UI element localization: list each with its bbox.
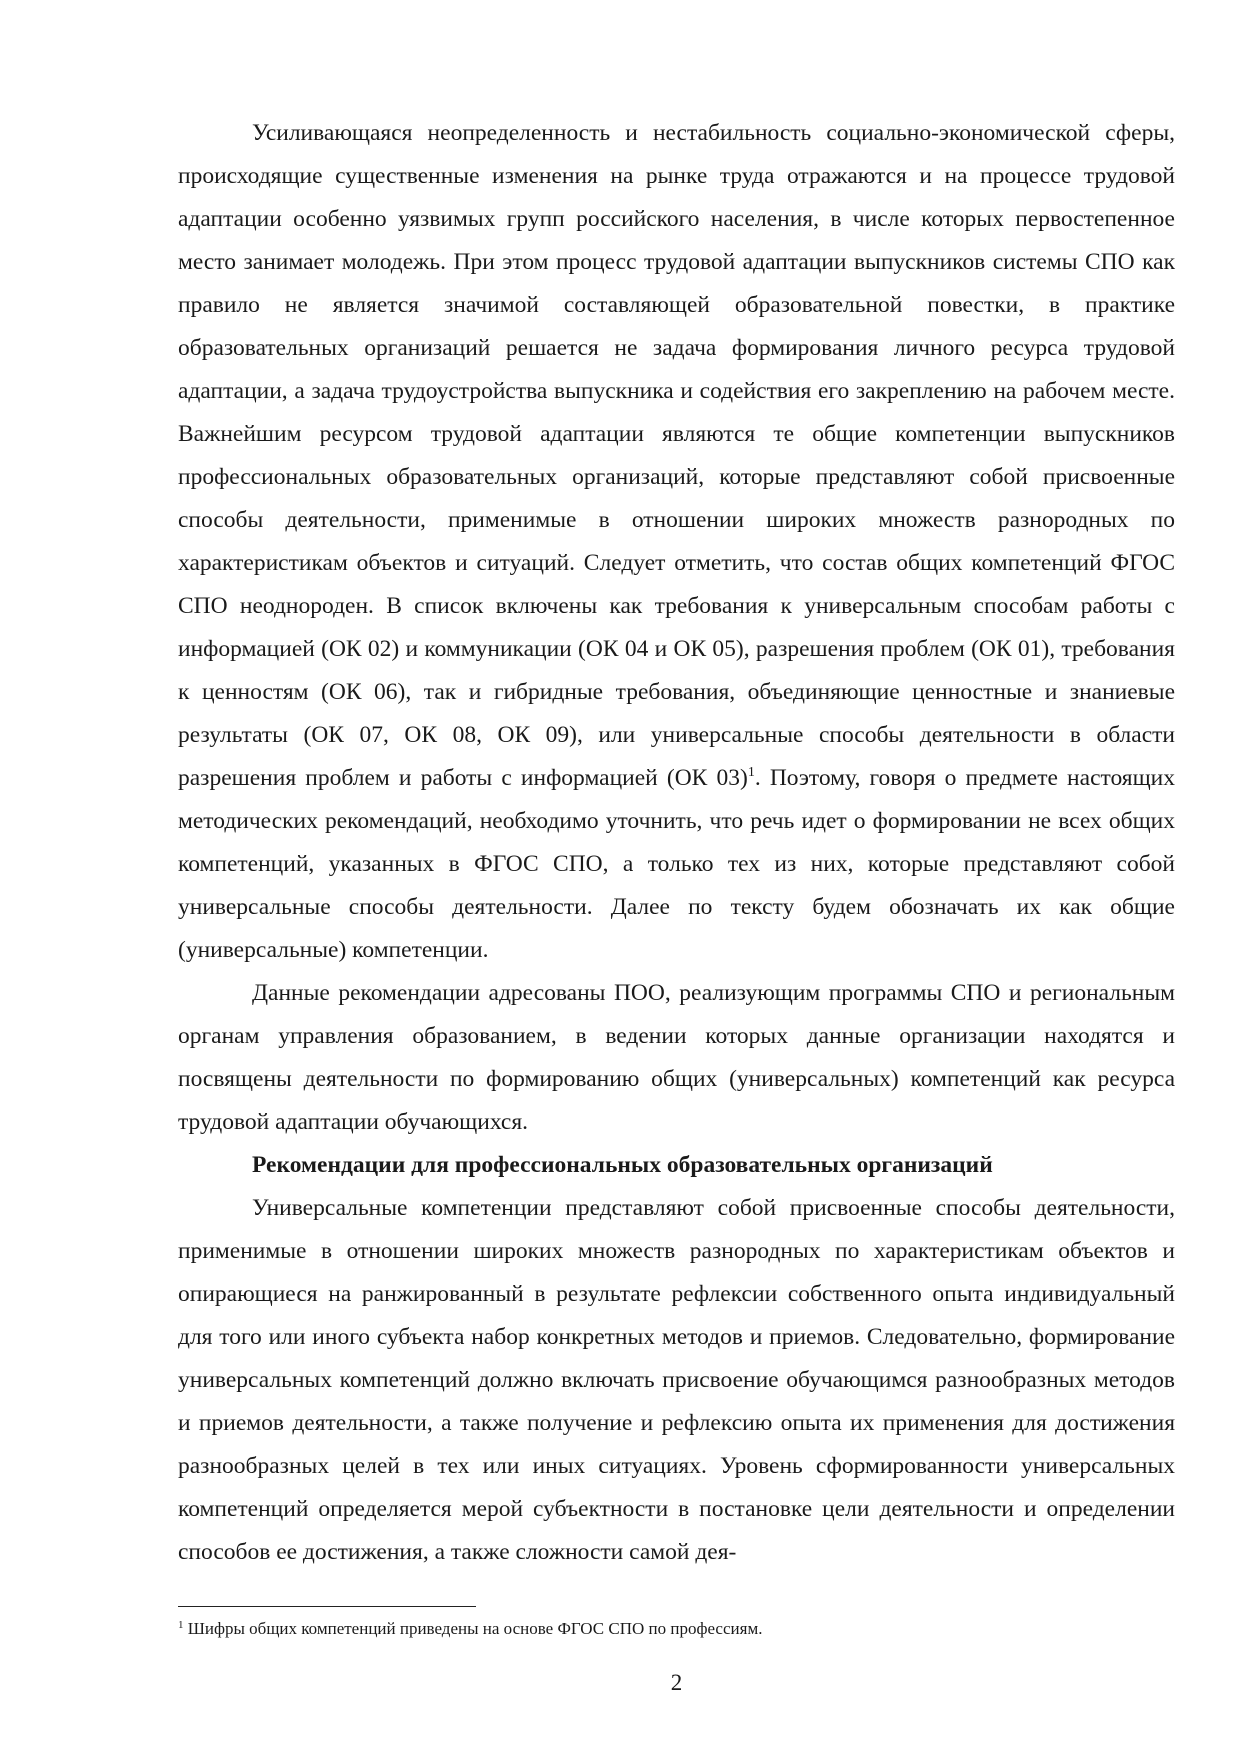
footnote-text: Шифры общих компетенций приведены на основе ФГОС СПО по профессиям. xyxy=(183,1619,763,1638)
footnote-marker: 1 xyxy=(178,1619,184,1631)
footnote xyxy=(178,1617,1175,1641)
paragraph-intro-text-a: Усиливающаяся неопределенность и нестабильность социально-экономической сферы, происходящие существенные изменения на рынке труда отражаются и на процессе трудовой адаптации особенно уязвимых групп российского населения, в числе которых первостепенное место занимает молодежь. При этом процесс трудовой адаптации выпускников системы СПО как правило не является значимой составляющей образовательной повестки, в практике образовательных организаций решается не задача формирования личного ресурса трудовой адаптации, а задача трудоустройства выпускника и содействия его закреплению на рабочем месте. Важнейшим ресурсом трудовой адаптации являются те общие компетенции выпускников профессиональных образовательных организаций, которые представляют собой присвоенные способы деятельности, применимые в отношении широких множеств разнородных по характеристикам объектов и ситуаций. Следует отметить, что состав общих компетенций ФГОС СПО неоднороден. В список включены как требования к универсальным способам работы с информацией (ОК 02) и коммуникации (ОК 04 и ОК 05), разрешения проблем (ОК 01), требования к ценностям (ОК 06), так и гибридные требования, объединяющие ценностные и знаниевые результаты (ОК 07, ОК 08, ОК 09), или универсальные способы деятельности в области разрешения проблем и работы с информацией (ОК 03) xyxy=(178,120,1175,791)
footnote-reference[interactable]: 1 xyxy=(747,765,755,780)
paragraph-universal-competencies: Универсальные компетенции представляют собой присвоенные способы деятельности, применимые в отношении широких множеств разнородных по характеристикам объектов и опирающиеся на ранжированный в результате рефлексии собственного опыта индивидуальный для того или иного субъекта набор конкретных методов и приемов. Следовательно, формирование универсальных компетенций должно включать присвоение обучающимся разнообразных методов и приемов деятельности, а также получение и рефлексию опыта их применения для достижения разнообразных целей в тех или иных ситуациях. Уровень сформированности универсальных компетенций определяется мерой субъектности в постановке цели деятельности и определении способов ее достижения, а также сложности самой дея- xyxy=(178,1195,1175,1565)
page-number: 2 xyxy=(670,1670,683,1695)
footnote-divider xyxy=(178,1606,476,1607)
paragraph-intro-text-b: . Поэтому, говоря о предмете настоящих методических рекомендаций, необходимо уточнить, что речь идет о формировании не всех общих компетенций, указанных в ФГОС СПО, а только тех из них, которые представляют собой универсальные способы деятельности. Далее по тексту будем обозначать их как общие (универсальные) компетенции. xyxy=(178,765,1175,963)
body-text xyxy=(178,112,1175,1574)
section-heading: Рекомендации для профессиональных образовательных организаций xyxy=(252,1152,993,1178)
paragraph-audience: Данные рекомендации адресованы ПОО, реализующим программы СПО и региональным органам управления образованием, в ведении которых данные организации находятся и посвящены деятельности по формированию общих (универсальных) компетенций как ресурса трудовой адаптации обучающихся. xyxy=(178,980,1175,1135)
paragraph-intro xyxy=(178,112,1175,972)
